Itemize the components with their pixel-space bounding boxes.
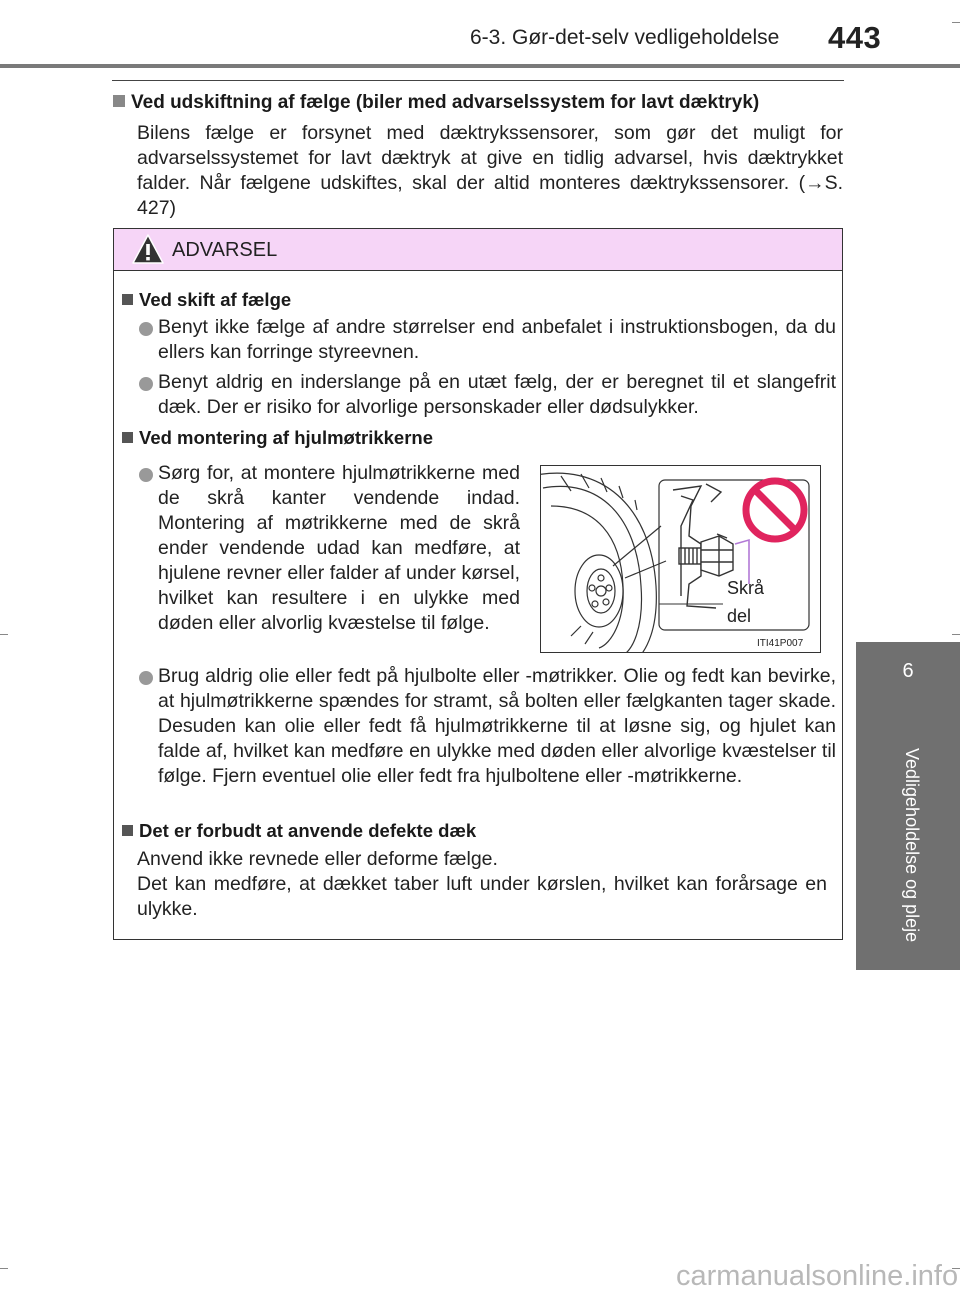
illustration-label-line1: Skrå bbox=[727, 578, 765, 598]
round-bullet-icon bbox=[139, 377, 153, 391]
round-bullet-icon bbox=[139, 468, 153, 482]
section-title: 6-3. Gør-det-selv vedligeholdelse bbox=[470, 26, 780, 49]
illustration-code: ITI41P007 bbox=[757, 638, 804, 649]
section-heading-text: Ved udskiftning af fælge (biler med advarselssystem for lavt dæktryk) bbox=[131, 92, 760, 113]
warning-subheading bbox=[122, 427, 433, 449]
warning-title: ADVARSEL bbox=[172, 239, 278, 261]
section-paragraph: Bilens fælge er forsynet med dæktrykssensorer, som gør det muligt for advarselssystemet for lavt dæktryk at give en tidlig advarsel, hvis dæktrykket falder. Når fælgene udskiftes, skal der altid monteres dæktrykssensorer. (→S. 427) bbox=[137, 122, 843, 219]
warning-subheading bbox=[122, 289, 291, 311]
warning-subheading-text: Ved montering af hjulmøtrikkerne bbox=[139, 427, 434, 448]
watermark: carmanualsonline.info bbox=[676, 1260, 959, 1292]
illustration-label-line2: del bbox=[727, 606, 752, 626]
chapter-title: Vedligeholdelse og pleje bbox=[902, 748, 922, 943]
warning-subheading-text: Det er forbudt at anvende defekte dæk bbox=[139, 820, 477, 841]
crop-mark bbox=[0, 634, 8, 635]
wheel-nut-illustration bbox=[540, 465, 821, 653]
crop-mark bbox=[952, 22, 960, 23]
warning-bullet: Benyt aldrig en inderslange på en utæt fælg, der er beregnet til et slangefrit dæk. Der er risiko for alvorlige personskader eller dødsulykker. bbox=[158, 371, 836, 418]
warning-subheading-text: Ved skift af fælge bbox=[139, 289, 292, 310]
warning-triangle-icon bbox=[131, 233, 165, 265]
warning-bullet: Benyt ikke fælge af andre størrelser end anbefalet i instruktionsbogen, da du ellers kan forringe styreevnen. bbox=[158, 316, 836, 363]
square-bullet-icon bbox=[122, 294, 133, 305]
wheel-nut-drawing bbox=[541, 466, 820, 652]
warning-subheading bbox=[122, 820, 476, 842]
content-top-rule bbox=[112, 80, 844, 81]
crop-mark bbox=[952, 634, 960, 635]
chapter-number: 6 bbox=[902, 660, 914, 682]
warning-paragraph: Anvend ikke revnede eller deforme fælge. bbox=[137, 848, 498, 870]
square-bullet-icon bbox=[122, 825, 133, 836]
round-bullet-icon bbox=[139, 322, 153, 336]
warning-paragraph: Det kan medføre, at dækket taber luft under kørslen, hvilket kan forårsage en ulykke. bbox=[137, 873, 827, 920]
square-bullet-icon bbox=[122, 432, 133, 443]
warning-bullet: Sørg for, at montere hjulmøtrikkerne med de skrå kanter vendende indad. Montering af møtrikkerne med de skrå ender vendende udad kan medføre, at hjulene revner eller falder af under kørsel, hvilket kan resultere i en ulykke med døden eller alvorlig kvæstelse til følge. bbox=[158, 462, 520, 634]
square-bullet-icon bbox=[113, 95, 125, 107]
section-heading bbox=[113, 92, 843, 114]
page-number: 443 bbox=[828, 20, 882, 55]
crop-mark bbox=[0, 1268, 8, 1269]
warning-bullet: Brug aldrig olie eller fedt på hjulbolte eller -møtrikker. Olie og fedt kan bevirke, at hjulmøtrikkerne spændes for stramt, så bolten eller fælgkanten tager skade. Desuden kan olie eller fedt få hjulmøtrikkerne til at løsne sig, og hjulet kan falde af, hvilket kan medføre en ulykke med døden eller alvorlige kvæstelser til følge. Fjern eventuel olie eller fedt fra hjulboltene eller -møtrikkerne. bbox=[158, 665, 836, 787]
round-bullet-icon bbox=[139, 671, 153, 685]
header-rule bbox=[0, 64, 960, 68]
